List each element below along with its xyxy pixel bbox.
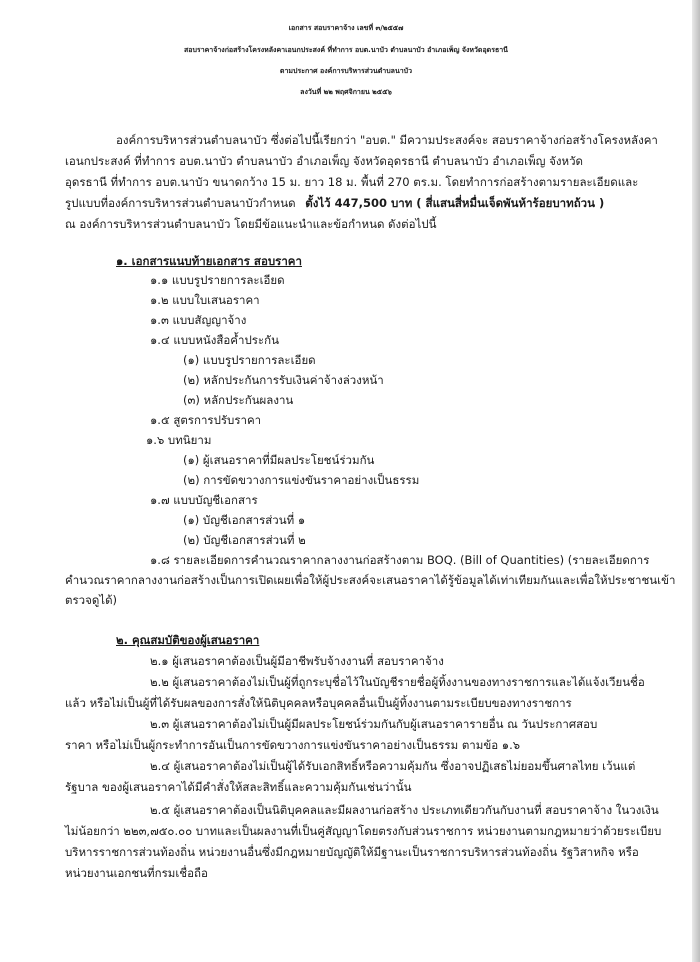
page-edge [692,0,700,962]
list-item: ๑.๑ แบบรูปรายการละเอียด [150,273,285,287]
doc-date: ลงวันที่ ๒๒ พฤศจิกายน ๒๕๕๖ [300,88,392,96]
list-item-1-8: ๑.๘ รายละเอียดการคำนวณราคากลางงานก่อสร้างตาม BOQ. (Bill of Quantities) (รายละเอียดการ [150,553,650,567]
list-item-1-8-cont: ตรวจดูได้) [65,593,118,607]
intro-line-5: ณ องค์การบริหารส่วนตำบลนาบัว โดยมีข้อแนะนำและข้อกำหนด ดังต่อไปนี้ [65,217,437,231]
list-item: ๑.๓ แบบสัญญาจ้าง [150,313,247,327]
paragraph-line: แล้ว หรือไม่เป็นผู้ที่ได้รับผลของการสั่งให้นิติบุคคลหรือบุคคลอื่นเป็นผู้ทิ้งงานตามระเบียบของทางราชการ [65,696,572,710]
intro-line-4-text: รูปแบบที่องค์การบริหารส่วนตำบลนาบัวกำหนด [65,196,296,210]
paragraph-line: ๒.๔ ผู้เสนอราคาต้องไม่เป็นผู้ได้รับเอกสิทธิ์หรือความคุ้มกัน ซึ่งอาจปฏิเสธไม่ยอมขึ้นศาลไทย เว้นแต่ [150,759,636,773]
paragraph-line: ๒.๕ ผู้เสนอราคาต้องเป็นนิติบุคคลและมีผลงานก่อสร้าง ประเภทเดียวกันกับงานที่ สอบราคาจ้าง ในวงเงิน [150,803,659,817]
paragraph-line: ๒.๑ ผู้เสนอราคาต้องเป็นผู้มีอาชีพรับจ้างงานที่ สอบราคาจ้าง [150,654,444,668]
doc-title: เอกสาร สอบราคาจ้าง เลขที่ ๓/๒๕๕๗ [288,24,404,32]
sub-list-item: (๑) ผู้เสนอราคาที่มีผลประโยชน์ร่วมกัน [183,453,375,467]
intro-line-3: อุดรธานี ที่ทำการ อบต.นาบัว ขนาดกว้าง 15 ม. ยาว 18 ม. พื้นที่ 270 ตร.ม. โดยทำการก่อสร้างตามรายละเอียดและ [65,175,639,189]
paragraph-line: หน่วยงานเอกชนที่กรมเชื่อถือ [65,866,208,880]
sub-list-item: (๒) การขัดขวางการแข่งขันราคาอย่างเป็นธรรม [183,473,420,487]
sub-list-item: (๒) บัญชีเอกสารส่วนที่ ๒ [183,533,306,547]
paragraph-line: รัฐบาล ของผู้เสนอราคาได้มีคำสั่งให้สละสิทธิ์และความคุ้มกันเช่นว่านั้น [65,780,412,794]
intro-line-2: เอนกประสงค์ ที่ทำการ อบต.นาบัว ตำบลนาบัว อำเภอเพ็ญ จังหวัดอุดรธานี ตำบลนาบัว อำเภอเพ็ญ จังหวัด [65,154,583,168]
list-item-1-8-cont: คำนวณราคากลางงานก่อสร้างเป็นการเปิดเผยเพื่อให้ผู้ประสงค์จะเสนอราคาได้รู้ข้อมูลได้เท่าเทียมกันและเพื่อให้ประชาชนเข้า [65,573,676,587]
list-item: ๑.๖ บทนิยาม [146,433,212,447]
paragraph-line: ไม่น้อยกว่า ๒๒๓,๗๕๐.๐๐ บาทและเป็นผลงานที่เป็นคู่สัญญาโดยตรงกับส่วนราชการ หน่วยงานตามกฎหมายว่าด้วยระเบียบ [65,824,662,838]
sub-list-item: (๓) หลักประกันผลงาน [183,393,294,407]
section-1-heading: ๑. เอกสารแนบท้ายเอกสาร สอบราคา [116,254,302,268]
doc-subject: สอบราคาจ้างก่อสร้างโครงหลังคาเอนกประสงค์ ที่ทำการ อบต.นาบัว ตำบลนาบัว อำเภอเพ็ญ จังหวัดอุดรธานี [184,46,508,54]
section-2-heading: ๒. คุณสมบัติของผู้เสนอราคา [116,633,260,647]
paragraph-line: ๒.๒ ผู้เสนอราคาต้องไม่เป็นผู้ที่ถูกระบุชื่อไว้ในบัญชีรายชื่อผู้ทิ้งงานของทางราชการและได้แจ้งเวียนชื่อ [150,675,645,689]
sub-list-item: (๑) แบบรูปรายการละเอียด [183,353,316,367]
paragraph-line: ๒.๓ ผู้เสนอราคาต้องไม่เป็นผู้มีผลประโยชน์ร่วมกันกับผู้เสนอราคารายอื่น ณ วันประกาศสอบ [150,717,598,731]
paragraph-line: ราคา หรือไม่เป็นผู้กระทำการอันเป็นการขัดขวางการแข่งขันราคาอย่างเป็นธรรม ตามข้อ ๑.๖ [65,738,521,752]
list-item: ๑.๗ แบบบัญชีเอกสาร [150,493,258,507]
list-item: ๑.๔ แบบหนังสือค้ำประกัน [150,333,279,347]
list-item: ๑.๒ แบบใบเสนอราคา [150,293,260,307]
sub-list-item: (๒) หลักประกันการรับเงินค่าจ้างล่วงหน้า [183,373,384,387]
intro-line-1: องค์การบริหารส่วนตำบลนาบัว ซึ่งต่อไปนี้เรียกว่า "อบต." มีความประสงค์จะ สอบราคาจ้างก่อสร้างโครงหลังคา [116,133,658,147]
intro-budget: ตั้งไว้ 447,500 บาท ( สี่แสนสี่หมื่นเจ็ดพันห้าร้อยบาทถ้วน ) [305,196,605,210]
paragraph-line: บริหารราชการส่วนท้องถิ่น หน่วยงานอื่นซึ่งมีกฎหมายบัญญัติให้มีฐานะเป็นราชการบริหารส่วนท้องถิ่น รัฐวิสาหกิจ หรือ [65,845,639,859]
sub-list-item: (๑) บัญชีเอกสารส่วนที่ ๑ [183,513,306,527]
doc-announcement: ตามประกาศ องค์การบริหารส่วนตำบลนาบัว [279,67,413,75]
intro-line-4 [65,196,604,210]
list-item: ๑.๕ สูตรการปรับราคา [150,413,262,427]
